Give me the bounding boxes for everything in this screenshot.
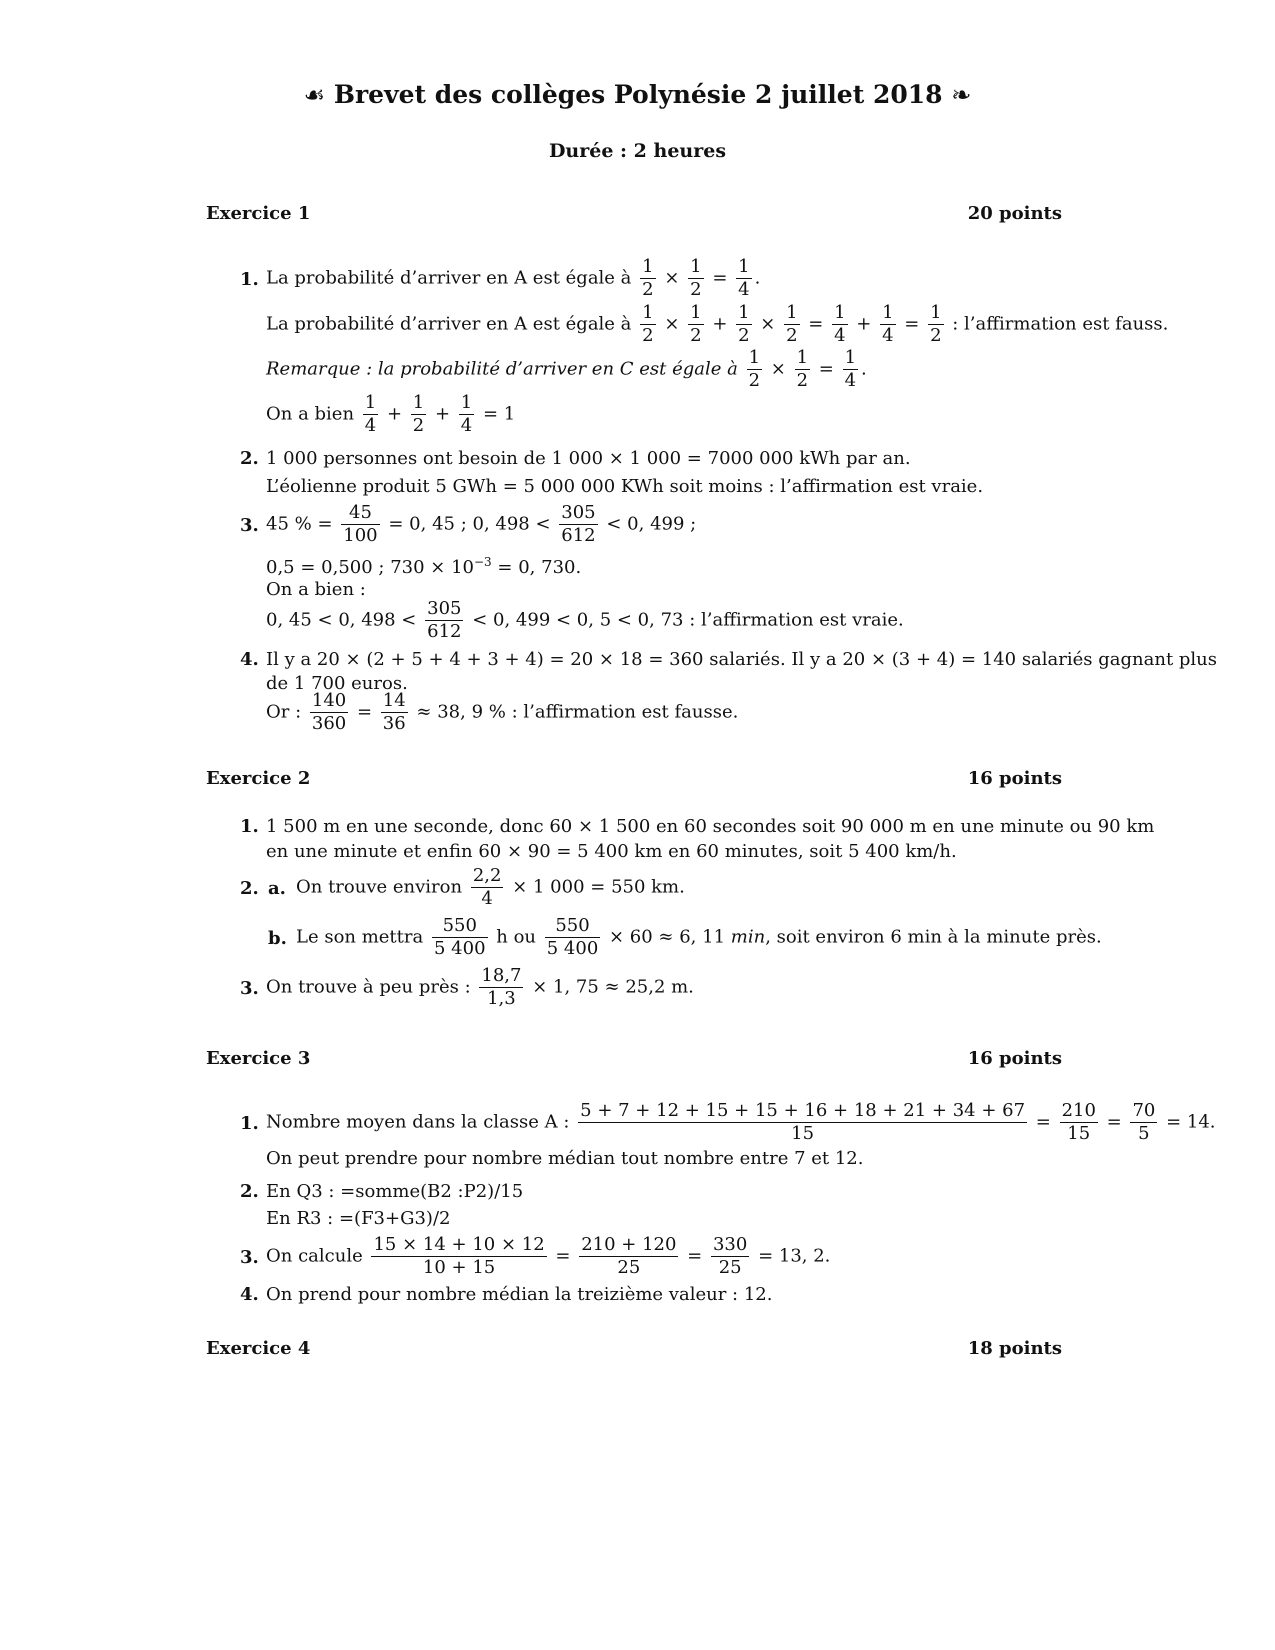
exercise-4-points: 18 points: [967, 1338, 1062, 1359]
sub-item-a: a.: [268, 878, 286, 899]
ex2-q3: On trouve à peu près : $\frac{18,7}{1,3}$ × 1, 75 ≈ 25,2 m.: [266, 965, 694, 1009]
item-number: 4.: [240, 1284, 259, 1305]
item-number: 2.: [240, 448, 259, 469]
sub-item-b: b.: [268, 928, 287, 949]
exercise-1-title: Exercice 1: [206, 203, 311, 224]
exercise-3-points: 16 points: [967, 1048, 1062, 1069]
fraction: $\frac{1}{2}$: [642, 256, 654, 300]
fraction: $\frac{1}{4}$: [738, 256, 750, 300]
ex1-q1-line1: La probabilité d’arriver en A est égale à $\frac{1}{2}$ × $\frac{1}{2}$ = $\frac{1}{4}$ .: [266, 256, 761, 300]
ex2-q2a: On trouve environ $\frac{2,2}{4}$ × 1 000 = 550 km.: [296, 865, 685, 909]
item-number: 1.: [240, 269, 259, 290]
ex3-q4: On prend pour nombre médian la treizième valeur : 12.: [266, 1284, 773, 1305]
ex3-q2-line2: En R3 : =(F3+G3)/2: [266, 1208, 451, 1229]
ex3-q1-line1: Nombre moyen dans la classe A : $\frac{5 + 7 + 12 + 15 + 15 + 16 + 18 + 21 + 34 + 67}{15}$ = $\frac{210}{15}$ = $\frac{70}{5}$ = 14.: [266, 1100, 1216, 1144]
item-number: 2.: [240, 878, 259, 899]
item-number: 1.: [240, 1113, 259, 1134]
ornament-right-icon: ❧: [951, 81, 972, 109]
ex1-q3-line2: 0,5 = 0,500 ; $730 \times 10^{-3} = 0$, 730.: [266, 555, 582, 578]
ex1-q3-line4: 0, 45 < 0, 498 < $\frac{305}{612}$ < 0, 499 < 0, 5 < 0, 73 : l’affirmation est vraie.: [266, 598, 904, 642]
ex1-q4-line2: de 1 700 euros.: [266, 673, 408, 694]
ex3-q3: On calcule $\frac{15 \times 14 + 10 \times 12}{10 + 15}$ = $\frac{210 + 120}{25}$ = $\frac{330}{25}$ = 13, 2.: [266, 1234, 831, 1278]
exercise-1-header: [206, 203, 1062, 229]
ex3-q1-line2: On peut prendre pour nombre médian tout nombre entre 7 et 12.: [266, 1148, 864, 1169]
exercise-4-title: Exercice 4: [206, 1338, 311, 1359]
ex1-q1-sum: On a bien $\frac{1}{4}$ + $\frac{1}{2}$ + $\frac{1}{4}$ = 1: [266, 392, 516, 436]
item-number: 3.: [240, 1247, 259, 1268]
page-title: [0, 80, 1275, 109]
ex1-q3-line1: 45 % = $\frac{45}{100}$ = 0, 45 ; 0, 498 < $\frac{305}{612}$ < 0, 499 ;: [266, 502, 697, 546]
exercise-2-points: 16 points: [967, 768, 1062, 789]
ex1-q4-line3: Or : $\frac{140}{360}$ = $\frac{14}{36}$ ≈ 38, 9 % : l’affirmation est fausse.: [266, 690, 739, 734]
ex1-q3-line3: On a bien :: [266, 579, 366, 600]
fraction: $\frac{1}{2}$: [690, 256, 702, 300]
title-text: Brevet des collèges Polynésie 2 juillet 2018: [333, 80, 943, 109]
exercise-3-title: Exercice 3: [206, 1048, 311, 1069]
ex2-q1-line2: en une minute et enfin 60 × 90 = 5 400 km en 60 minutes, soit 5 400 km/h.: [266, 841, 957, 862]
item-number: 1.: [240, 816, 259, 837]
ex2-q1-line1: 1 500 m en une seconde, donc 60 × 1 500 en 60 secondes soit 90 000 m en une minute ou 90 km: [266, 816, 1155, 837]
ex3-q2-line1: En Q3 : =somme(B2 :P2)/15: [266, 1181, 524, 1202]
ex2-q2b: Le son mettra $\frac{550}{5 400}$ h ou $\frac{550}{5 400}$ × 60 ≈ 6, 11 min, soit environ 6 min à la minute près.: [296, 915, 1102, 959]
item-number: 4.: [240, 649, 259, 670]
exercise-3-header: [206, 1048, 1062, 1074]
ex1-q1-line2: La probabilité d’arriver en A est égale à $\frac{1}{2}$ × $\frac{1}{2}$ + $\frac{1}{2}$ × $\frac{1}{2}$ = $\frac{1}{4}$ + $\frac{1}{4}$ = $\frac{1}{2}$ : l’affirmation est fauss.: [266, 302, 1169, 346]
item-number: 3.: [240, 515, 259, 536]
ex1-q4-line1: Il y a 20 × (2 + 5 + 4 + 3 + 4) = 20 × 18 = 360 salariés. Il y a 20 × (3 + 4) = 140 salariés gagnant plus: [266, 649, 1218, 670]
ornament-left-icon: ☙: [303, 81, 326, 109]
ex1-q1-remark: Remarque : la probabilité d’arriver en C est égale à $\frac{1}{2}$ × $\frac{1}{2}$ = $\frac{1}{4}$ .: [266, 347, 867, 391]
item-number: 2.: [240, 1181, 259, 1202]
ex1-q2-line1: 1 000 personnes ont besoin de 1 000 × 1 000 = 7000 000 kWh par an.: [266, 448, 911, 469]
exercise-1-points: 20 points: [967, 203, 1062, 224]
ex1-q2-line2: L’éolienne produit 5 GWh = 5 000 000 KWh soit moins : l’affirmation est vraie.: [266, 476, 984, 497]
item-number: 3.: [240, 978, 259, 999]
exercise-2-title: Exercice 2: [206, 768, 311, 789]
exercise-2-header: [206, 768, 1062, 794]
exercise-4-header: [206, 1338, 1062, 1364]
duration: Durée : 2 heures: [548, 140, 727, 162]
